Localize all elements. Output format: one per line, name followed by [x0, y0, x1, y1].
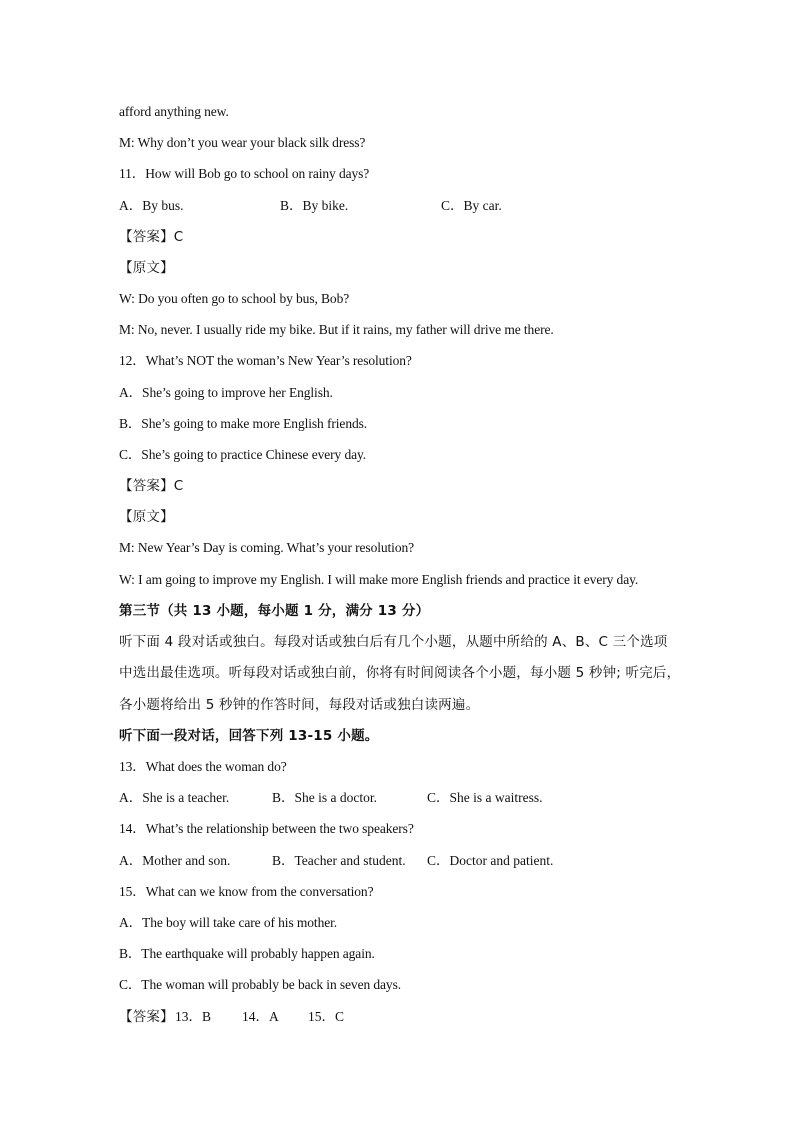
option-12-a: A．She’s going to improve her English. [119, 385, 333, 400]
option-13-c: C．She is a waitress. [427, 790, 543, 805]
original-text-label: 【原文】 [119, 260, 174, 276]
original-text-label: 【原文】 [119, 509, 174, 525]
instruction-line: 听下面 4 段对话或独白。每段对话或独白后有几个小题，从题中所给的 A、B、C 三个选项 [119, 634, 668, 650]
option-15-b: B．The earthquake will probably happen again. [119, 946, 375, 961]
question-14: 14．What’s the relationship between the two speakers? [119, 821, 414, 836]
answer-14: 14．A [242, 1009, 279, 1024]
option-15-c: C．The woman will probably be back in seven days. [119, 977, 402, 992]
section-heading: 第三节（共 13 小题，每小题 1 分，满分 13 分） [119, 603, 430, 619]
option-14-c: C．Doctor and patient. [427, 853, 554, 868]
option-11-b: B．By bike. [280, 198, 349, 213]
answer-15: 15．C [308, 1009, 345, 1024]
question-15: 15．What can we know from the conversation? [119, 884, 374, 899]
question-12: 12．What’s NOT the woman’s New Year’s resolution? [119, 353, 412, 368]
option-11-a: A．By bus. [119, 198, 184, 213]
instruction-line: 各小题将给出 5 秒钟的作答时间，每段对话或独白读两遍。 [119, 697, 480, 713]
option-13-a: A．She is a teacher. [119, 790, 230, 805]
answer-label: 【答案】C [119, 478, 184, 494]
answer-13: 13．B [175, 1009, 212, 1024]
option-15-a: A．The boy will take care of his mother. [119, 915, 338, 930]
answer-label: 【答案】 [119, 1009, 174, 1025]
answer-label: 【答案】C [119, 229, 184, 245]
sub-heading: 听下面一段对话，回答下列 13-15 小题。 [119, 728, 379, 744]
option-12-b: B．She’s going to make more English friends. [119, 416, 368, 431]
text-line: M: New Year’s Day is coming. What’s your resolution? [119, 540, 415, 555]
question-11: 11．How will Bob go to school on rainy days? [119, 166, 370, 181]
text-line: W: Do you often go to school by bus, Bob? [119, 291, 350, 306]
text-line: W: I am going to improve my English. I will make more English friends and practice it every day. [119, 572, 639, 587]
option-14-b: B．Teacher and student. [272, 853, 406, 868]
option-13-b: B．She is a doctor. [272, 790, 377, 805]
option-11-c: C．By car. [441, 198, 502, 213]
instruction-line: 中选出最佳选项。听每段对话或独白前，你将有时间阅读各个小题，每小题 5 秒钟; 听完后， [119, 665, 681, 681]
text-line: M: Why don’t you wear your black silk dress? [119, 135, 366, 150]
text-line: M: No, never. I usually ride my bike. But if it rains, my father will drive me there. [119, 322, 554, 337]
text-line: afford anything new. [119, 104, 229, 119]
option-12-c: C．She’s going to practice Chinese every day. [119, 447, 367, 462]
question-13: 13．What does the woman do? [119, 759, 287, 774]
option-14-a: A．Mother and son. [119, 853, 231, 868]
